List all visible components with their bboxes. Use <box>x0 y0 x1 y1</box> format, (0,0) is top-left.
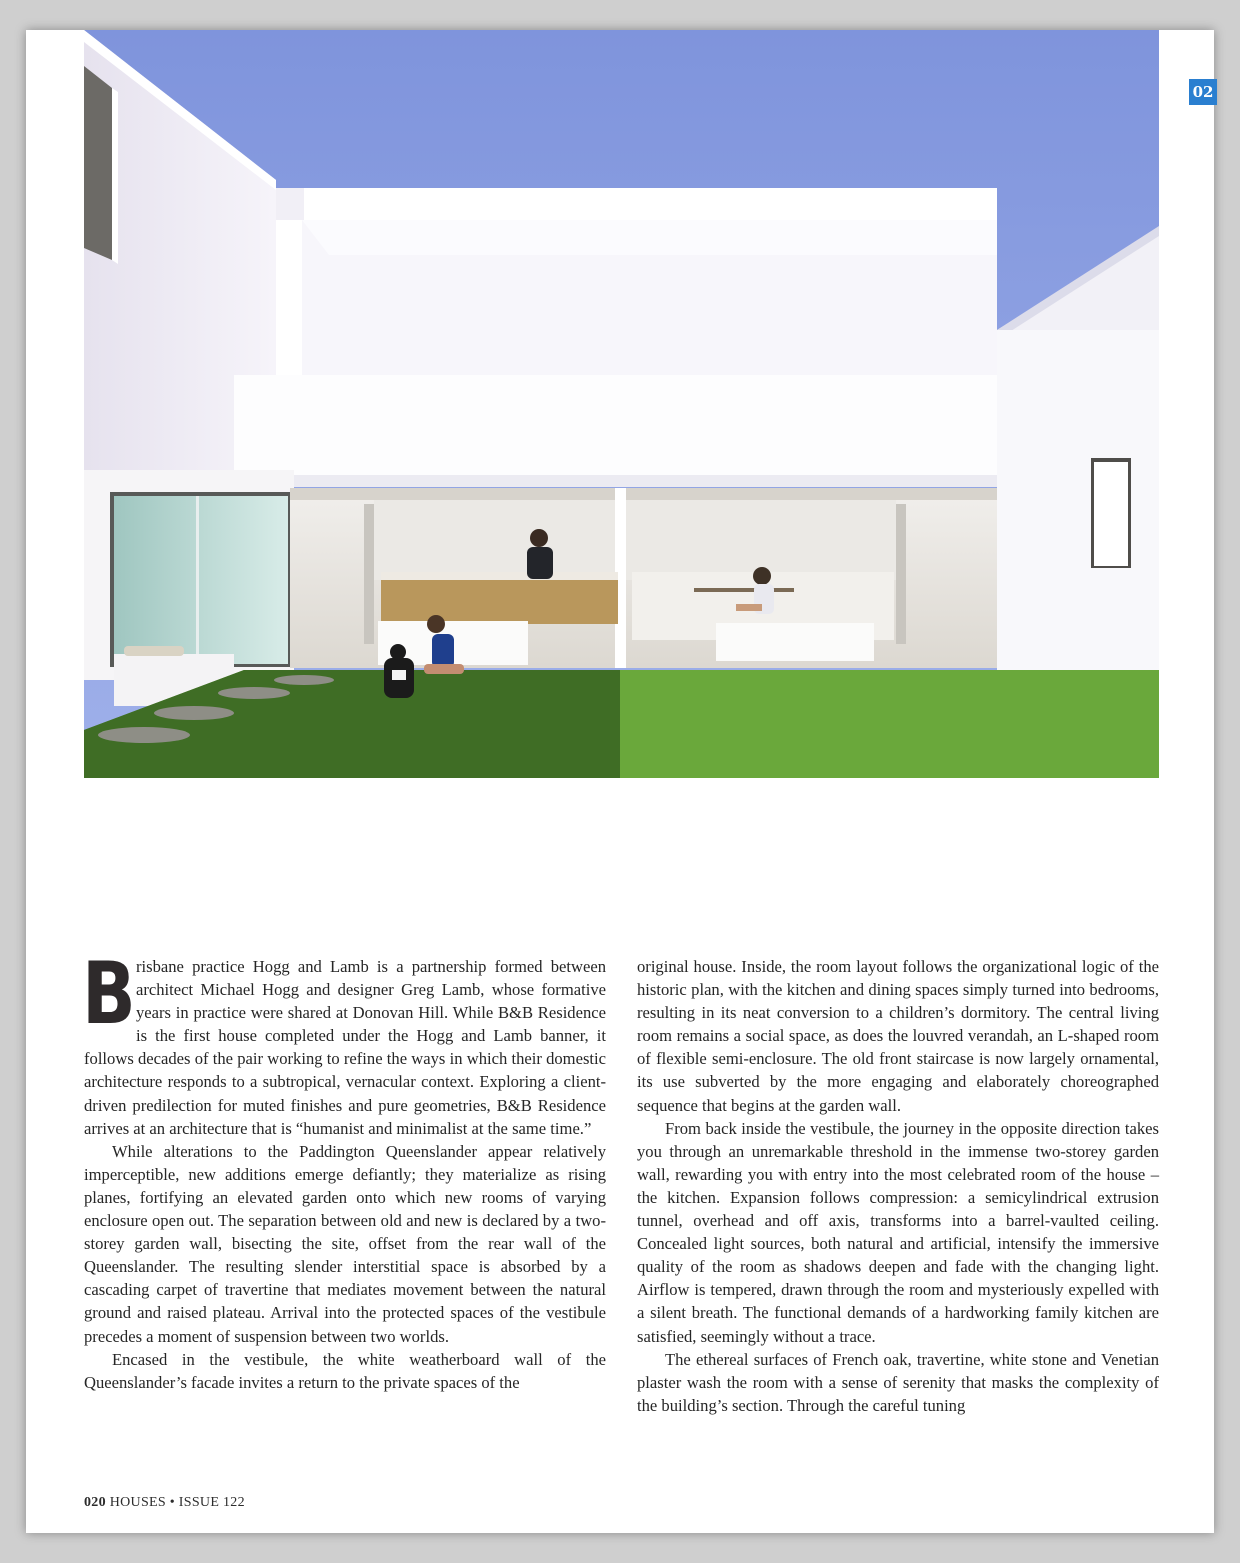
article-column-1 <box>82 944 606 1417</box>
article-paragraph: Encased in the vestibule, the white weatherboard wall of the Queenslander’s facade invites a return to the private spaces of the <box>84 1349 606 1392</box>
magazine-page <box>26 30 1214 1533</box>
publication-name: HOUSES • ISSUE 122 <box>109 1495 245 1510</box>
drop-cap: B <box>82 944 136 1044</box>
article-paragraph: Brisbane practice Hogg and Lamb is a partnership formed between architect Michael Hogg and designer Greg Lamb, whose formative years in practice were shared at Donovan Hill. While B&B Residence is the first house completed under the Hogg and Lamb banner, it follows decades of the pair working to refine the ways in which their domestic architecture responds to a subtropical, vernacular context. Exploring a client-driven predilection for muted finishes and pure geometries, B&B Residence arrives at an architecture that is “humanist and minimalist at the same time.” <box>82 944 606 1138</box>
article-column-2 <box>637 955 1159 1417</box>
article-paragraph: While alterations to the Paddington Queenslander appear relatively imperceptible, new additions emerge defiantly; they materialize as rising planes, fortifying an elevated garden onto which new rooms of varying enclosure open out. The separation between old and new is declared by a two-storey garden wall, bisecting the site, offset from the rear wall of the Queenslander. The resulting slender interstitial space is absorbed by a cascading carpet of travertine that mediates movement between the natural ground and raised plateau. Arrival into the protected spaces of the vestibule precedes a moment of suspension between two worlds. <box>84 1141 606 1346</box>
photo-number-badge: 02 <box>1189 79 1217 105</box>
article-paragraph: The ethereal surfaces of French oak, travertine, white stone and Venetian plaster wash the room with a sense of serenity that masks the complexity of the building’s section. Through the careful tuning <box>637 1349 1159 1415</box>
page-footer <box>84 1495 245 1511</box>
article-paragraph: From back inside the vestibule, the journey in the opposite direction takes you through an unremarkable threshold in the immense two-storey garden wall, rewarding you with entry into the most celebrated room of the house – the kitchen. Expansion follows compression: a semicylindrical extrusion tunnel, overhead and off axis, transforms into a barrel-vaulted ceiling. Concealed light sources, both natural and artificial, intensify the immersive quality of the room as shadows deepen and fade with the changing light. Airflow is tempered, drawn through the room and mysteriously expelled with a silent breath. The functional demands of a hardworking family kitchen are satisfied, seemingly without a trace. <box>637 1118 1159 1346</box>
feature-photo <box>84 30 1214 778</box>
article-paragraph: original house. Inside, the room layout follows the organizational logic of the historic plan, with the kitchen and dining spaces simply turned into bedrooms, resulting in its neat conversion to a children’s dormitory. The central living room remains a social space, as does the louvred verandah, an L-shaped room of flexible semi-enclosure. The old front staircase is now largely ornamental, its use subverted by the more engaging and elaborately choreographed sequence that begins at the garden wall. <box>637 957 1159 1115</box>
article-body <box>82 944 1159 1417</box>
page-number: 020 <box>84 1495 106 1510</box>
house-courtyard-illustration <box>84 30 1159 778</box>
